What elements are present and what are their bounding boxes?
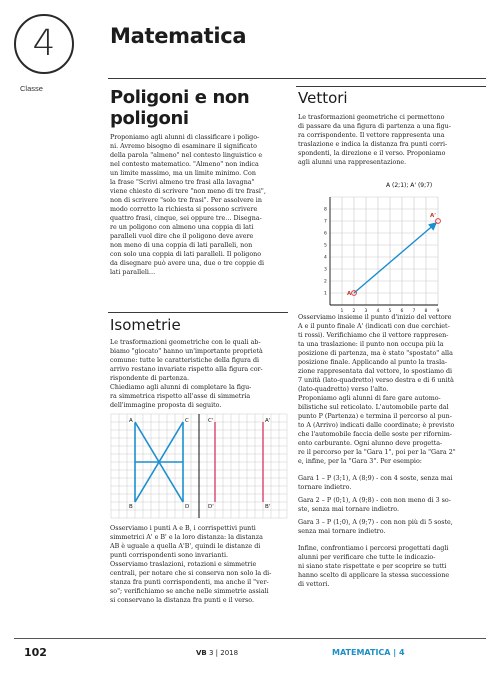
text-line: e, infine, per la "Gara 3". Per esempio: <box>298 458 422 465</box>
text-line: ni siano state rispettate e per scoprire se tutti <box>298 563 447 570</box>
text-line: Gara 2 – P (0;1), A (9;8) - con non meno di 3 so- <box>298 497 451 504</box>
text-line: traslazione e indica la distanza fra punti corri- <box>298 141 448 148</box>
text-line: AB è uguale a quella A'B', quindi le distanze di <box>110 543 261 550</box>
text-line: re il percorso per la "Gara 1", poi per la "Gara 2" <box>298 449 456 456</box>
x-tick-label: 5 <box>388 309 392 314</box>
text-line: posizione finale. Applicando al punto la trasla- <box>298 359 448 366</box>
vertex-label: C' <box>208 418 214 424</box>
vector-figure-caption: A (2;1); A' (9;7) <box>386 182 433 189</box>
footer-issue <box>196 649 238 657</box>
isometrie-intro <box>110 338 288 410</box>
text-line: simmetrici A' e B' e la loro distanza: la distanza <box>110 534 263 541</box>
vettori-intro <box>298 113 486 167</box>
text-line: Le trasformazioni geometriche con le quali ab- <box>110 339 261 346</box>
isometrie-rule <box>108 312 288 313</box>
text-line: di passare da una figura di partenza a una figu- <box>298 123 451 130</box>
text-line: hanno scelto di applicare la stessa successione <box>298 572 450 579</box>
x-tick-label: 9 <box>436 309 440 314</box>
text-line: modo corretto la richiesta si possono scrivere <box>110 206 258 213</box>
text-line: lati paralleli… <box>110 269 156 276</box>
symmetry-figure <box>110 414 288 518</box>
footer-rule <box>14 638 486 639</box>
x-tick-label: 1 <box>340 309 344 314</box>
subject-title: Matematica <box>110 24 247 48</box>
text-line: alunni per verificare che tutte le indicazio- <box>298 554 436 561</box>
header-rule <box>108 78 486 79</box>
text-line: ni. Avremo bisogno di esaminare il significato <box>110 143 257 150</box>
text-line: senza mai tornare indietro. <box>298 528 386 535</box>
y-tick-label: 4 <box>324 255 327 261</box>
text-line: non di scrivere "solo tre frasi". Per assolvere in <box>110 197 262 204</box>
symmetry-grid <box>110 414 288 518</box>
text-line: viene chiesto di scrivere "non meno di tre frasi", <box>110 188 266 195</box>
text-line: con solo una coppia di lati paralleli. Il poligono <box>110 251 262 258</box>
text-line: paralleli vuol dire che il poligono deve avere <box>110 233 254 240</box>
y-tick-label: 8 <box>324 207 327 213</box>
text-line: ste, senza mai tornare indietro. <box>298 506 400 513</box>
text-line: 7 unità (lato-quadretto) verso destra e di 6 unità <box>298 377 454 384</box>
text-line: re un poligono con almeno una coppia di lati <box>110 224 254 231</box>
text-line: che l'automobile faccia delle soste per rifornim- <box>298 431 452 438</box>
vector-figure <box>320 193 452 314</box>
grade-number: 4 <box>32 23 56 64</box>
isometrie-title: Isometrie <box>110 316 181 334</box>
text-line: ra simmetrica rispetto all'asse di simmetria <box>110 393 251 400</box>
text-line: arrivo restano invariate rispetto alla figura cor- <box>110 366 263 373</box>
text-line: stanza fra punti corrispondenti, ma anche il "ver- <box>110 579 269 586</box>
issue-number: 3 | 2018 <box>209 649 239 657</box>
text-line: della parola "almeno" nel contesto linguistico e <box>110 152 263 159</box>
text-line: centrali, per notare che si conserva non solo la di- <box>110 570 272 577</box>
text-line: ra corrispondente. Il vettore rappresenta una <box>298 132 445 139</box>
grade-label: Classe <box>20 84 43 93</box>
vertex-label: D <box>185 504 190 510</box>
x-tick-label: 7 <box>412 309 416 314</box>
text-line: spondenti, la direzione e il verso. Proponiamo <box>298 150 446 157</box>
y-tick-label: 7 <box>324 219 327 225</box>
text-line: nel contesto matematico. "Almeno" non indica <box>110 161 259 168</box>
vettori-rule <box>296 86 486 87</box>
text-line: biamo "giocato" hanno un'importante proprietà <box>110 348 263 355</box>
gare-list <box>298 474 486 540</box>
text-line: Osserviamo i punti A e B, i corrispettivi punti <box>110 525 256 532</box>
vertex-label: C <box>185 418 189 424</box>
text-line: la frase "Scrivi almeno tre frasi alla lavagna" <box>110 179 255 186</box>
vettori-title: Vettori <box>298 89 348 107</box>
text-line: Proponiamo agli alunni di fare gare automo- <box>298 395 441 402</box>
y-tick-label: 5 <box>324 243 327 249</box>
gara-item <box>298 496 486 514</box>
text-line: Chiediamo agli alunni di completare la figu- <box>110 384 252 391</box>
x-tick-label: 6 <box>400 309 404 314</box>
poligoni-title: Poligoni e non poligoni <box>110 87 250 129</box>
footer-section: MATEMATICA | 4 <box>332 648 405 657</box>
text-line: dell'immagine proposta di seguito. <box>110 402 222 409</box>
gara-item <box>298 474 486 492</box>
y-tick-label: 2 <box>324 279 327 285</box>
text-line: punti corrispondenti sono invarianti. <box>110 552 229 559</box>
magazine-logo: VB <box>196 649 207 657</box>
vettori-closing <box>298 544 486 589</box>
text-line: Proponiamo agli alunni di classificare i poligo- <box>110 134 260 141</box>
text-line: Gara 3 – P (1;0), A (9;7) - con non più di 5 soste, <box>298 519 453 526</box>
page-number: 102 <box>24 646 47 659</box>
text-line: (lato-quadretto) verso l'alto. <box>298 386 389 393</box>
isometrie-after <box>110 524 288 605</box>
vertex-label: A' <box>265 418 271 424</box>
text-line: da disegnare può avere una, due o tre coppie di <box>110 260 265 267</box>
text-line: tornare indietro. <box>298 484 352 491</box>
text-line: rispondente di partenza. <box>110 375 190 382</box>
text-line: Infine, confrontiamo i percorsi progettati dagli <box>298 545 449 552</box>
text-line: A e il punto finale A' (indicati con due cerchiet- <box>298 323 450 330</box>
poligoni-paragraph <box>110 133 288 277</box>
text-line: di vettori. <box>298 581 330 588</box>
text-line: Gara 1 – P (3;1), A (8;9) - con 4 soste, senza mai <box>298 475 453 482</box>
x-tick-label: 8 <box>424 309 428 314</box>
text-line: si conservano la distanza fra punti e il verso. <box>110 597 255 604</box>
text-line: punto P (Partenza) e termina il percorso al pun- <box>298 413 452 420</box>
text-line: agli alunni una rappresentazione. <box>298 159 407 166</box>
text-line: zione rappresentata dal vettore, lo spostiamo di <box>298 368 453 375</box>
text-line: so"; verifichiamo se anche nelle simmetrie assiali <box>110 588 269 595</box>
text-line: Osserviamo traslazioni, rotazioni e simmetrie <box>110 561 257 568</box>
text-line: ta una traslazione: il punto non occupa più la <box>298 341 444 348</box>
text-line: to A (Arrivo) indicati dalle coordinate; è previsto <box>298 422 455 429</box>
text-line: Osserviamo insieme il punto d'inizio del vettore <box>298 314 452 321</box>
vertex-label: B' <box>265 504 271 510</box>
vertex-label: B <box>129 504 133 510</box>
y-tick-label: 1 <box>324 291 327 297</box>
text-line: comune: tutte le caratteristiche della figura di <box>110 357 260 364</box>
x-tick-label: 2 <box>352 309 356 314</box>
vertex-label: A <box>129 418 133 424</box>
gara-item <box>298 518 486 536</box>
text-line: un limite massimo, ma un limite minimo. Con <box>110 170 256 177</box>
text-line: Le trasformazioni geometriche ci permettono <box>298 114 445 121</box>
text-line: posizione di partenza, ma è stato "spostato" alla <box>298 350 453 357</box>
vettori-after <box>298 313 486 466</box>
text-line: quattro frasi, cinque, sei oppure tre… Disegna- <box>110 215 262 222</box>
text-line: ento carburante. Ogni alunno deve progetta- <box>298 440 443 447</box>
text-line: non meno di una coppia di lati paralleli, non <box>110 242 253 249</box>
vector-grid <box>320 193 452 314</box>
y-tick-label: 6 <box>324 231 327 237</box>
text-line: bilistiche sul reticolato. L'automobile parte dal <box>298 404 449 411</box>
end-label: A' <box>430 213 436 219</box>
x-tick-label: 4 <box>376 309 380 314</box>
vertex-label: D' <box>208 504 214 510</box>
y-tick-label: 3 <box>324 267 327 273</box>
x-tick-label: 3 <box>364 309 368 314</box>
start-label: A <box>347 291 352 297</box>
text-line: ti rossi). Verifichiamo che il vettore rappresen- <box>298 332 449 339</box>
